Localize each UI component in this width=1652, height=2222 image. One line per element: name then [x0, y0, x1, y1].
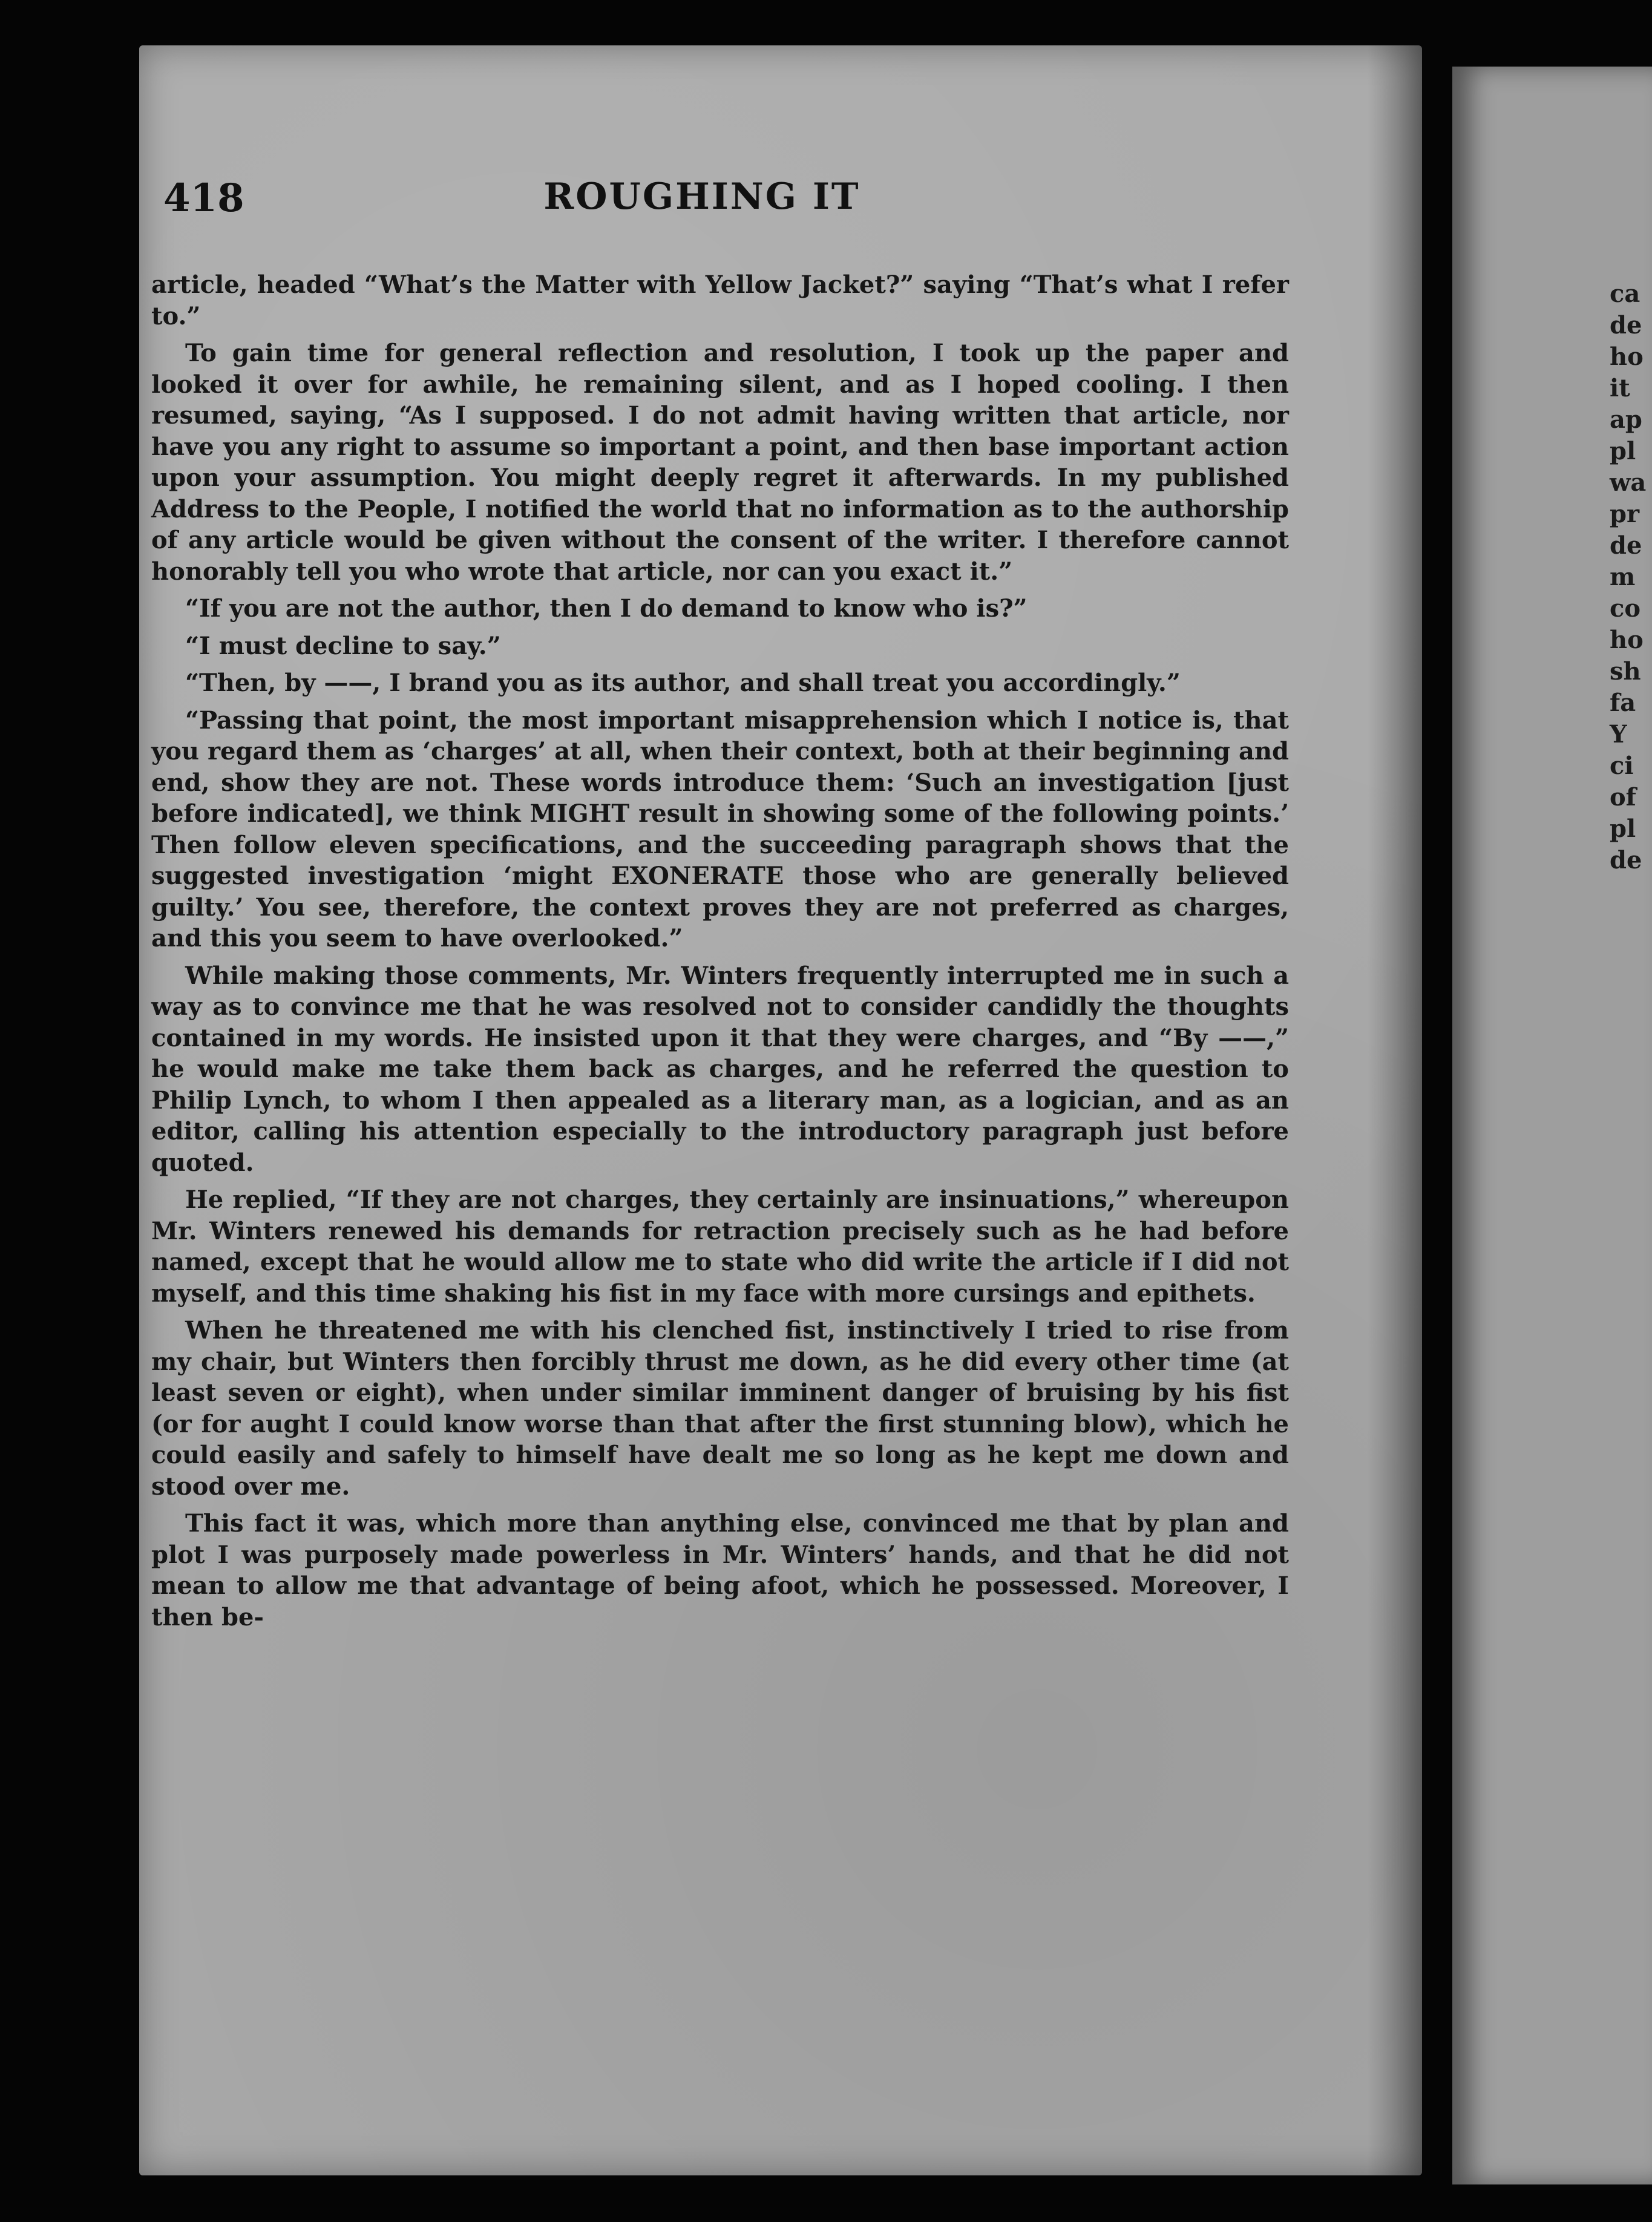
paragraph: This fact it was, which more than anything else, convinced me that by plan and plot I was purposely made powerless in Mr. Winters’ hands, and that he did not mean to allow me that advantage of being afoot, which he possessed. Moreover, I then be- [151, 1509, 1289, 1631]
fragment-line: ca [1610, 280, 1641, 308]
paragraph: He replied, “If they are not charges, they certainly are insinuations,” whereupon Mr. Winters renewed his demands for retraction precisely such as he had before named, except that he would allow me to state who did write the article if I did not myself, and this time shaking his fist in my face with more cursings and epithets. [151, 1185, 1289, 1308]
facing-page-text-fragments [1610, 278, 1647, 876]
fragment-line: sh [1610, 657, 1641, 686]
fragment-line: de [1610, 311, 1642, 339]
paragraph: “Passing that point, the most important misapprehension which I notice is, that you regard them as ‘charges’ at all, when their context, both at their beginning and end, show they are not. These words introduce them: ‘Such an investigation [just before indicated], we think MIGHT result in showing some of the following points.’ Then follow eleven specifications, and the succeeding paragraph shows that the suggested investigation ‘might EXONERATE those who are generally believed guilty.’ You see, therefore, the context proves they are not preferred as charges, and this you seem to have overlooked.” [151, 706, 1289, 952]
page-gutter-shadow [1368, 45, 1422, 2175]
paragraph: When he threatened me with his clenched fist, instinctively I tried to rise from my chair, but Winters then forcibly thrust me down, as he did every other time (at least seven or eight), when under similar imminent danger of bruising by his fist (or for aught I could know worse than that after the first stunning blow), which he could easily and safely to himself have dealt me so long as he kept me down and stood over me. [151, 1316, 1289, 1501]
fragment-line: wa [1610, 468, 1647, 497]
page-body-text [151, 269, 1289, 1639]
fragment-line: ho [1610, 342, 1644, 371]
paragraph: “If you are not the author, then I do demand to know who is?” [185, 594, 1028, 623]
fragment-line: co [1610, 594, 1641, 623]
fragment-line: pl [1610, 814, 1636, 843]
fragment-line: fa [1610, 689, 1636, 717]
fragment-line: ap [1610, 405, 1642, 434]
fragment-line: pl [1610, 437, 1636, 465]
running-title: ROUGHING IT [543, 175, 860, 218]
paragraph: To gain time for general reflection and resolution, I took up the paper and looked it over for awhile, he remaining silent, and as I hoped cooling. I then resumed, saying, “As I supposed. I do not admit having written that article, nor have you any right to assume so important a point, and then base important action upon your assumption. You might deeply regret it afterwards. In my published Address to the People, I notified the world that no information as to the authorship of any article would be given without the consent of the writer. I therefore cannot honorably tell you who wrote that article, nor can you exact it.” [151, 339, 1289, 586]
fragment-line: pr [1610, 500, 1640, 528]
fragment-line: Y [1610, 720, 1627, 749]
page-header [163, 175, 1241, 242]
fragment-line: it [1610, 374, 1630, 402]
fragment-line: m [1610, 563, 1636, 591]
fragment-line: de [1610, 531, 1642, 560]
paragraph: “I must decline to say.” [185, 631, 501, 660]
paragraph: While making those comments, Mr. Winters frequently interrupted me in such a way as to convince me that he was resolved not to consider candidly the thoughts contained in my words. He insisted upon it that they were charges, and “By ——,” he would make me take them back as charges, and he referred the question to Philip Lynch, to whom I then appealed as a literary man, as a logician, and as an editor, calling his attention especially to the introductory paragraph just before quoted. [151, 961, 1289, 1177]
fragment-line: ho [1610, 626, 1644, 654]
paragraph: article, headed “What’s the Matter with Yellow Jacket?” saying “That’s what I refer to.” [151, 270, 1289, 330]
fragment-line: de [1610, 846, 1642, 874]
paragraph: “Then, by ——, I brand you as its author, and shall treat you accordingly.” [185, 669, 1181, 697]
page-number: 418 [163, 175, 244, 221]
fragment-line: ci [1610, 752, 1634, 780]
fragment-line: of [1610, 783, 1636, 811]
